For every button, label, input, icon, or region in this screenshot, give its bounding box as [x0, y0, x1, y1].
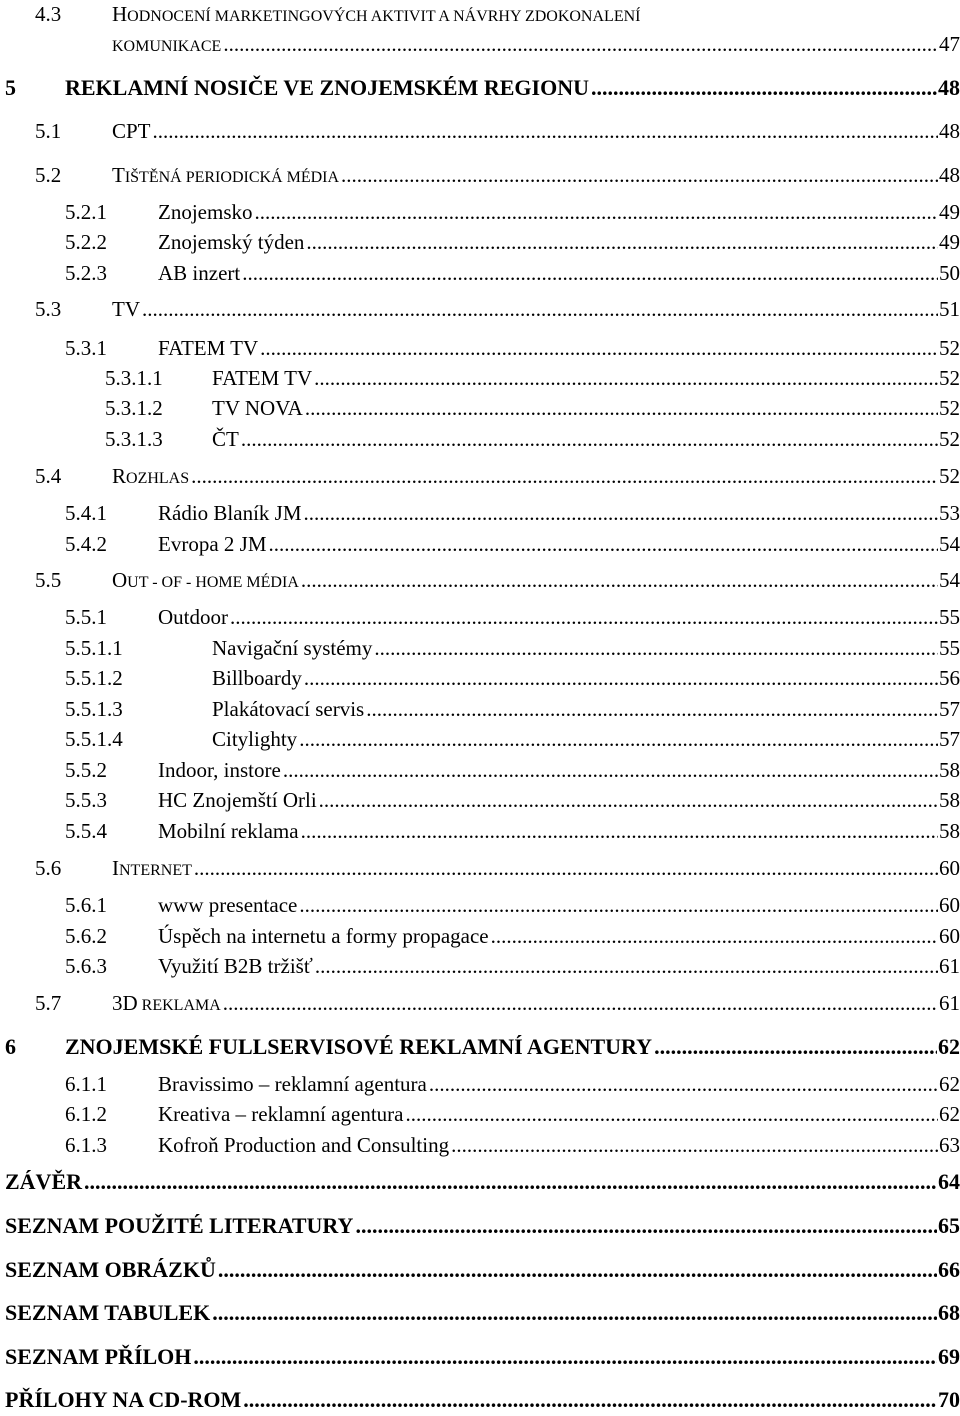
toc-entry-literatura[interactable] [0, 1210, 960, 1242]
toc-title-initial: I [112, 856, 119, 880]
toc-entry-5-2-3[interactable] [0, 257, 960, 289]
toc-title: Využití B2B tržišť [158, 954, 313, 978]
toc-title: www presentace [158, 893, 298, 917]
toc-page: 49 [939, 200, 960, 224]
toc-title: HC Znojemští Orli [158, 788, 317, 812]
toc-leader [312, 362, 938, 394]
toc-number: 5.7 [35, 991, 62, 1015]
toc-leader [302, 497, 938, 529]
toc-number: 5.3.1 [65, 336, 107, 360]
toc-entry-5-6[interactable] [0, 852, 960, 884]
toc-page: 57 [939, 697, 960, 721]
toc-leader [221, 28, 938, 60]
toc-page: 48 [939, 163, 960, 187]
toc-entry-4-3-cont[interactable] [0, 28, 960, 60]
toc-leader [82, 1166, 937, 1198]
toc-leader [228, 601, 938, 633]
toc-leader [221, 987, 938, 1019]
toc-leader [304, 226, 938, 258]
toc-entry-5-5-3[interactable] [0, 784, 960, 816]
toc-page: 63 [939, 1133, 960, 1157]
toc-title: UT - OF - HOME MÉDIA [127, 574, 299, 591]
toc-title-initial: H [112, 2, 128, 26]
toc-number: 5.6 [35, 856, 62, 880]
toc-number: 5.3 [35, 297, 62, 321]
toc-number: 5.2.2 [65, 230, 107, 254]
toc-page: 54 [939, 532, 960, 556]
toc-entry-5-5-1-1[interactable] [0, 632, 960, 664]
toc-title: AB inzert [158, 261, 241, 285]
toc-entry-6-1-1[interactable] [0, 1068, 960, 1100]
toc-title: Kreativa – reklamní agentura [158, 1102, 404, 1126]
toc-title: Kofroň Production and Consulting [158, 1133, 450, 1157]
toc-title: OZHLAS [126, 470, 190, 487]
toc-number: 5.5.3 [65, 788, 107, 812]
toc-page: 51 [939, 297, 960, 321]
toc-page: 52 [939, 366, 960, 390]
toc-page: 68 [938, 1300, 960, 1325]
toc-number: 6.1.3 [65, 1133, 107, 1157]
toc-number: 4.3 [35, 2, 62, 26]
toc-entry-cd-rom[interactable] [0, 1384, 960, 1416]
toc-title: SEZNAM PŘÍLOH [5, 1344, 192, 1369]
toc-page: 52 [939, 396, 960, 420]
toc-number: 5 [5, 75, 16, 100]
toc-entry-4-3[interactable] [0, 0, 960, 30]
toc-title: Navigační systémy [212, 636, 373, 660]
toc-entry-5-5[interactable] [0, 564, 960, 596]
toc-number: 5.3.1.3 [105, 427, 163, 451]
toc-leader [297, 889, 938, 921]
toc-leader [281, 754, 938, 786]
toc-page: 54 [939, 568, 960, 592]
toc-leader [302, 662, 938, 694]
toc-title: PŘÍLOHY NA CD-ROM [5, 1387, 242, 1412]
toc-number: 5.5 [35, 568, 62, 592]
toc-entry-5-6-2[interactable] [0, 920, 960, 952]
toc-page: 52 [939, 427, 960, 451]
toc-entry-prilohy[interactable] [0, 1341, 960, 1373]
toc-page: 61 [939, 991, 960, 1015]
toc-page: 48 [938, 75, 960, 100]
toc-entry-6-1-3[interactable] [0, 1129, 960, 1161]
toc-number: 5.5.1.4 [65, 727, 123, 751]
toc-title: Indoor, instore [158, 758, 281, 782]
toc-title-initial: R [112, 464, 127, 488]
toc-title: NTERNET [119, 862, 192, 879]
toc-page: 52 [939, 464, 960, 488]
toc-entry-tabulky[interactable] [0, 1297, 960, 1329]
toc-leader [303, 392, 938, 424]
toc-number: 5.2.1 [65, 200, 107, 224]
toc-number: 5.5.1.3 [65, 697, 123, 721]
toc-title: Plakátovací servis [212, 697, 365, 721]
toc-title: FATEM TV [158, 336, 259, 360]
toc-page: 48 [939, 119, 960, 143]
toc-number: 6.1.2 [65, 1102, 107, 1126]
toc-number: 6.1.1 [65, 1072, 107, 1096]
toc-title: FATEM TV [212, 366, 313, 390]
toc-page: 50 [939, 261, 960, 285]
toc-leader [191, 1341, 937, 1373]
toc-title: REKLAMNÍ NOSIČE VE ZNOJEMSKÉM REGIONU [65, 75, 589, 100]
toc-title: Znojemský týden [158, 230, 305, 254]
toc-page: 64 [938, 1169, 960, 1194]
toc-number: 5.3.1.2 [105, 396, 163, 420]
toc-leader [192, 852, 938, 884]
toc-title: TV NOVA [212, 396, 303, 420]
toc-leader [339, 159, 938, 191]
toc-number: 5.5.1.1 [65, 636, 123, 660]
toc-leader [216, 1254, 937, 1286]
toc-entry-5-4-1[interactable] [0, 497, 960, 529]
toc-number: 5.5.4 [65, 819, 107, 843]
toc-title: REKLAMA [137, 997, 221, 1014]
toc-page: 61 [939, 954, 960, 978]
toc-entry-6-1-2[interactable] [0, 1098, 960, 1130]
toc-leader [427, 1068, 938, 1100]
toc-leader [372, 632, 938, 664]
toc-title: Mobilní reklama [158, 819, 299, 843]
toc-number: 5.2 [35, 163, 62, 187]
toc-page: 49 [939, 230, 960, 254]
toc-number: 5.5.1 [65, 605, 107, 629]
toc-leader [297, 723, 938, 755]
toc-page: 66 [938, 1257, 960, 1282]
toc-entry-5-2-2[interactable] [0, 226, 960, 258]
toc-entry-5-1[interactable] [0, 115, 960, 147]
toc-entry-5-3-1-3[interactable] [0, 423, 960, 455]
toc-entry-5-5-1[interactable] [0, 601, 960, 633]
toc-leader [253, 196, 939, 228]
toc-entry-5-6-1[interactable] [0, 889, 960, 921]
toc-title-initial: O [112, 568, 128, 592]
toc-entry-5-3-1-1[interactable] [0, 362, 960, 394]
toc-number: 5.4 [35, 464, 62, 488]
toc-leader [364, 693, 938, 725]
toc-title: ČT [212, 427, 239, 451]
toc-page: 55 [939, 605, 960, 629]
toc-title: ODNOCENÍ MARKETINGOVÝCH AKTIVIT A NÁVRHY ZDOKONALENÍ [127, 8, 641, 25]
toc-leader [239, 423, 938, 455]
toc-leader [140, 293, 938, 325]
toc-leader [449, 1129, 938, 1161]
toc-entry-5-2[interactable] [0, 159, 960, 191]
toc-title: Znojemsko [158, 200, 253, 224]
toc-page: 60 [939, 924, 960, 948]
toc-number: 5.5.1.2 [65, 666, 123, 690]
toc-leader [353, 1210, 937, 1242]
toc-entry-5-5-1-4[interactable] [0, 723, 960, 755]
toc-leader [267, 528, 939, 560]
toc-leader [589, 72, 937, 104]
toc-entry-5-5-1-3[interactable] [0, 693, 960, 725]
toc-entry-5-4[interactable] [0, 460, 960, 492]
toc-title: Evropa 2 JM [158, 532, 267, 556]
toc-leader [403, 1098, 938, 1130]
toc-leader [241, 1384, 937, 1416]
toc-leader [299, 815, 938, 847]
toc-number: 5.3.1.1 [105, 366, 163, 390]
toc-number: 5.6.3 [65, 954, 107, 978]
toc-leader [151, 115, 938, 147]
toc-number: 5.2.3 [65, 261, 107, 285]
toc-leader [652, 1031, 937, 1063]
toc-title: Rádio Blaník JM [158, 501, 302, 525]
toc-page: 60 [939, 856, 960, 880]
toc-title: SEZNAM POUŽITÉ LITERATURY [5, 1213, 354, 1238]
toc-title: CPT [112, 119, 151, 143]
toc-entry-5-7[interactable] [0, 987, 960, 1019]
toc-number: 5.4.2 [65, 532, 107, 556]
toc-entry-5-4-2[interactable] [0, 528, 960, 560]
toc-number: 6 [5, 1034, 16, 1059]
toc-page: 62 [938, 1034, 960, 1059]
toc-page: 58 [939, 819, 960, 843]
toc-title: SEZNAM OBRÁZKŮ [5, 1257, 216, 1282]
toc-number: 5.5.2 [65, 758, 107, 782]
toc-leader [489, 920, 938, 952]
toc-entry-5-3-1-2[interactable] [0, 392, 960, 424]
toc-leader [299, 564, 938, 596]
toc-number: 5.6.1 [65, 893, 107, 917]
toc-title: Outdoor [158, 605, 228, 629]
toc-page: 62 [939, 1072, 960, 1096]
toc-entry-5-3-1[interactable] [0, 332, 960, 364]
toc-entry-5-6-3[interactable] [0, 950, 960, 982]
toc-leader [258, 332, 938, 364]
toc-page: 62 [939, 1102, 960, 1126]
toc-title: ZÁVĚR [5, 1169, 83, 1194]
toc-page: 53 [939, 501, 960, 525]
toc-page: 60 [939, 893, 960, 917]
toc-page: 55 [939, 636, 960, 660]
toc-leader [313, 950, 938, 982]
toc-number: 5.1 [35, 119, 62, 143]
toc-title: Úspěch na internetu a formy propagace [158, 924, 489, 948]
toc-page: 52 [939, 336, 960, 360]
toc-entry-5-5-4[interactable] [0, 815, 960, 847]
toc-page: 65 [938, 1213, 960, 1238]
toc-title-continued: KOMUNIKACE [112, 38, 222, 55]
toc-page: 47 [939, 32, 960, 56]
toc-entry-5[interactable] [0, 72, 960, 104]
toc-number: 5.6.2 [65, 924, 107, 948]
toc-title-initial: T [112, 163, 125, 187]
toc-page: 58 [939, 788, 960, 812]
toc-title: IŠTĚNÁ PERIODICKÁ MÉDIA [124, 169, 340, 186]
toc-title: TV [112, 297, 140, 321]
toc-entry-5-5-2[interactable] [0, 754, 960, 786]
toc-page: 57 [939, 727, 960, 751]
toc-entry-5-2-1[interactable] [0, 196, 960, 228]
toc-entry-zaver[interactable] [0, 1166, 960, 1198]
toc-leader [210, 1297, 937, 1329]
toc-page: 56 [939, 666, 960, 690]
toc-number: 5.4.1 [65, 501, 107, 525]
toc-title-initial: 3D [112, 991, 138, 1015]
toc-title: SEZNAM TABULEK [5, 1300, 211, 1325]
toc-title: Billboardy [212, 666, 302, 690]
toc-entry-6[interactable] [0, 1031, 960, 1063]
toc-page: 69 [938, 1344, 960, 1369]
toc-leader [240, 257, 938, 289]
toc-leader [189, 460, 938, 492]
toc-entry-obrazky[interactable] [0, 1254, 960, 1286]
toc-title: Bravissimo – reklamní agentura [158, 1072, 427, 1096]
toc-leader [317, 784, 938, 816]
toc-entry-5-3[interactable] [0, 293, 960, 325]
toc-page: 58 [939, 758, 960, 782]
toc-page: 70 [938, 1387, 960, 1412]
toc-title: Citylighty [212, 727, 298, 751]
toc-entry-5-5-1-2[interactable] [0, 662, 960, 694]
toc-title: ZNOJEMSKÉ FULLSERVISOVÉ REKLAMNÍ AGENTURY [65, 1034, 653, 1059]
